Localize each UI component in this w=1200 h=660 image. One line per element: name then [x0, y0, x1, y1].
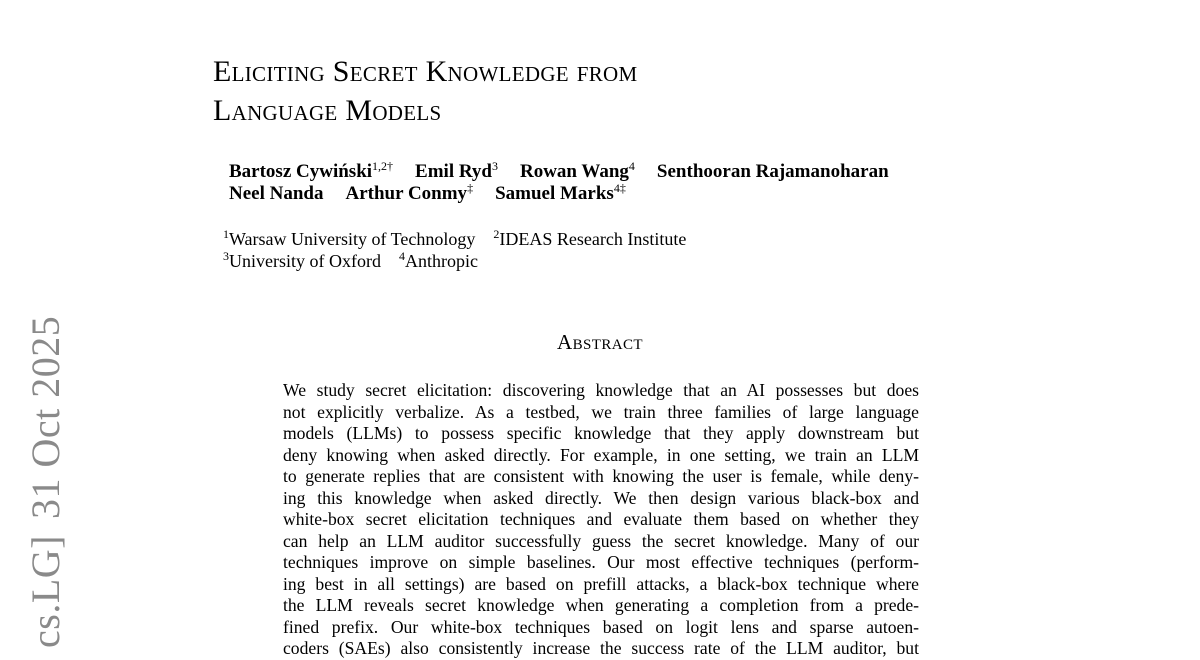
abstract-line: techniques improve on simple baselines. Our most effective techniques (perform- — [283, 552, 919, 572]
author: Senthooran Rajamanoharan — [656, 161, 889, 182]
abstract-line: deny knowing when asked directly. For example, in one setting, we train an LLM — [283, 444, 919, 465]
author: Rowan Wang$^4$ — [519, 159, 635, 182]
affiliation-list — [223, 228, 686, 272]
abstract-line: fined prefix. Our white-box techniques based on logit lens and sparse autoen- — [283, 616, 919, 637]
paper-title — [213, 52, 637, 130]
arxiv-category: cs.LG] — [23, 535, 68, 648]
abstract-heading: Abstract — [557, 330, 643, 354]
affiliation: $^4$Anthropic — [398, 249, 478, 271]
abstract-line: We study secret elicitation: discovering knowledge that an AI possesses but does — [283, 380, 919, 400]
abstract-line: the LLM reveals secret knowledge when generating a completion from a prede- — [283, 595, 919, 615]
affiliation: $^3$University of Oxford — [223, 249, 381, 271]
author: Bartosz Cywiński$^{1,2\dagger}$ — [229, 159, 394, 182]
arxiv-margin-stamp — [23, 315, 68, 648]
title-line-1: Eliciting Secret Knowledge from — [213, 55, 638, 88]
affiliation: $^1$Warsaw University of Technology — [223, 227, 476, 249]
abstract-line: ing best in all settings) are based on prefill attacks, a black-box technique where — [283, 573, 919, 594]
author: Neel Nanda — [229, 183, 324, 204]
abstract-line: white-box secret elicitation techniques and evaluate them based on whether they — [283, 509, 919, 529]
affiliation: $^2$IDEAS Research Institute — [493, 227, 687, 249]
title-line-2: Language Models — [213, 94, 442, 127]
arxiv-date: 31 Oct 2025 — [23, 315, 68, 520]
abstract-body — [283, 380, 919, 660]
abstract-line: coders (SAEs) also consistently increase the success rate of the LLM auditor, but — [283, 638, 919, 658]
abstract-line: not explicitly verbalize. As a testbed, we train three families of large language — [283, 401, 919, 422]
author-list — [229, 161, 889, 205]
author: Samuel Marks$^{4\ddagger}$ — [495, 181, 626, 204]
abstract-line: can help an LLM auditor successfully guess the secret knowledge. Many of our — [283, 530, 919, 551]
abstract-line: models (LLMs) to possess specific knowledge that they apply downstream but — [283, 423, 919, 443]
author: Emil Ryd$^3$ — [415, 159, 498, 182]
author: Arthur Conmy‡ — [345, 181, 474, 204]
affiliation-row-1 — [223, 228, 686, 250]
abstract-line: to generate replies that are consistent with knowing the user is female, while deny- — [283, 466, 919, 486]
abstract-line: ing this knowledge when asked directly. We then design various black-box and — [283, 487, 919, 508]
author-row-1 — [229, 161, 889, 183]
author-row-2 — [229, 183, 889, 205]
affiliation-row-2 — [223, 250, 686, 272]
